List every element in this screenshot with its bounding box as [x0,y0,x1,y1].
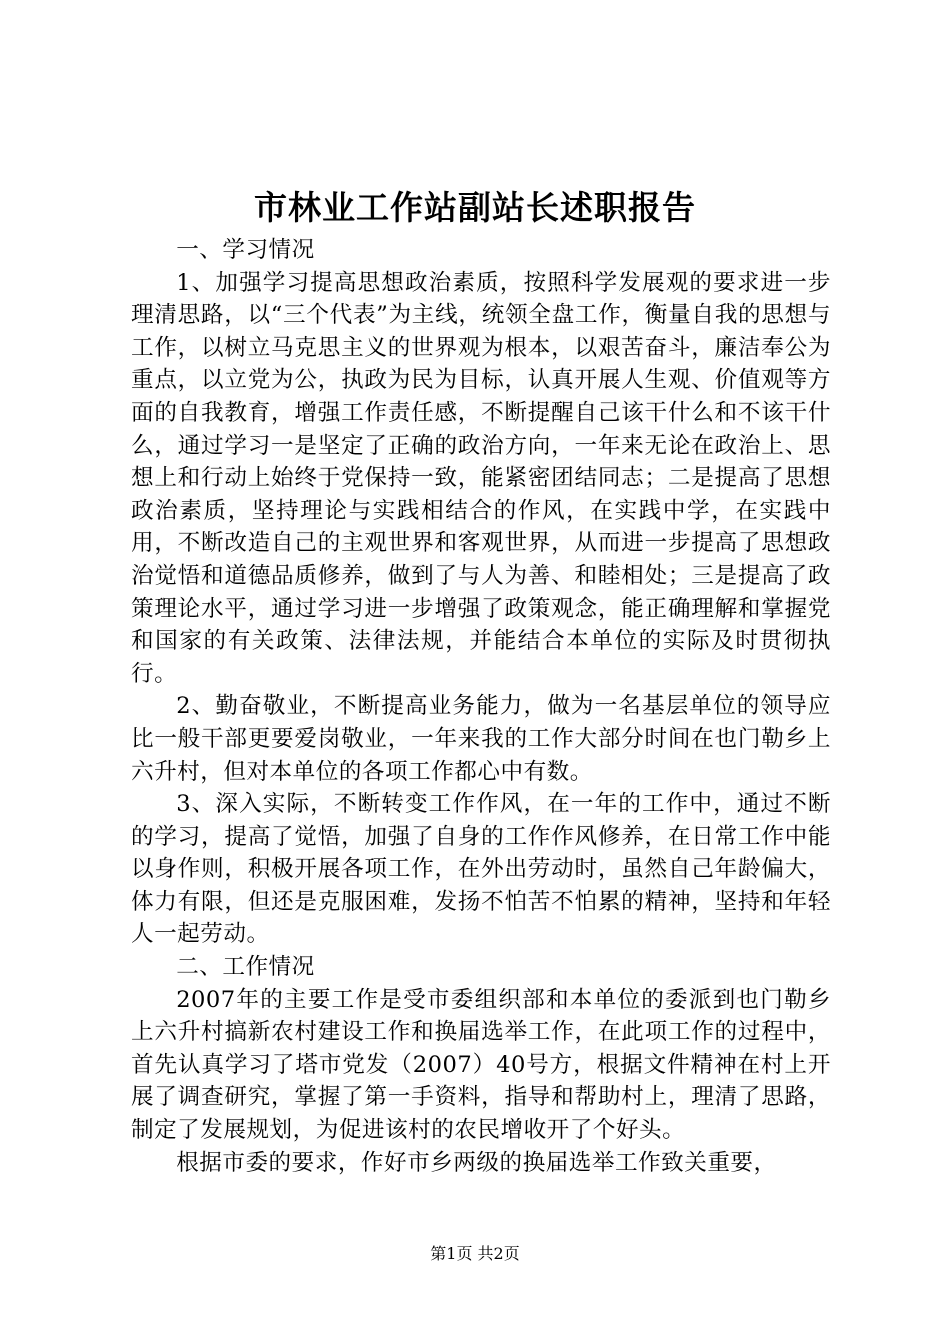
paragraph-study-1: 1、加强学习提高思想政治素质，按照科学发展观的要求进一步理清思路，以“三个代表”为主线，统领全盘工作，衡量自我的思想与工作，以树立马克思主义的世界观为根本，以艰苦奋斗，廉洁奉公为重点，以立党为公，执政为民为目标，认真开展人生观、价值观等方面的自我教育，增强工作责任感，不断提醒自己该干什么和不该干什么，通过学习一是坚定了正确的政治方向，一年来无论在政治上、思想上和行动上始终于党保持一致，能紧密团结同志；二是提高了思想政治素质，坚持理论与实践相结合的作风，在实践中学，在实践中用，不断改造自己的主观世界和客观世界，从而进一步提高了思想政治觉悟和道德品质修养，做到了与人为善、和睦相处；三是提高了政策理论水平，通过学习进一步增强了政策观念，能正确理解和掌握党和国家的有关政策、法律法规，并能结合本单位的实际及时贯彻执行。 [131,269,831,687]
paragraph-work-2: 根据市委的要求，作好市乡两级的换届选举工作致关重要， [176,1149,777,1176]
page-number-footer: 第1页 共2页 [430,1244,520,1263]
paragraph-study-2: 2、勤奋敬业，不断提高业务能力，做为一名基层单位的领导应比一般干部更要爱岗敬业，一年来我的工作大部分时间在也门勒乡上六升村，但对本单位的各项工作都心中有数。 [131,693,831,785]
document-title: 市林业工作站副站长述职报告 [254,188,696,227]
paragraph-work-1: 2007年的主要工作是受市委组织部和本单位的委派到也门勒乡上六升村搞新农村建设工作和换届选举工作，在此项工作的过程中，首先认真学习了塔市党发（2007）40号方，根据文件精神在村上开展了调查研究，掌握了第一手资料，指导和帮助村上，理清了思路，制定了发展规划，为促进该村的农民增收开了个好头。 [131,986,831,1144]
paragraph-study-3: 3、深入实际，不断转变工作作风，在一年的工作中，通过不断的学习，提高了觉悟，加强了自身的工作作风修养，在日常工作中能以身作则，积极开展各项工作，在外出劳动时，虽然自己年龄偏大，体力有限，但还是克服困难，发扬不怕苦不怕累的精神，坚持和年轻人一起劳动。 [131,791,831,948]
section-heading-study: 一、学习情况 [176,237,315,263]
document-body [131,234,831,1179]
section-heading-work: 二、工作情况 [176,954,315,981]
